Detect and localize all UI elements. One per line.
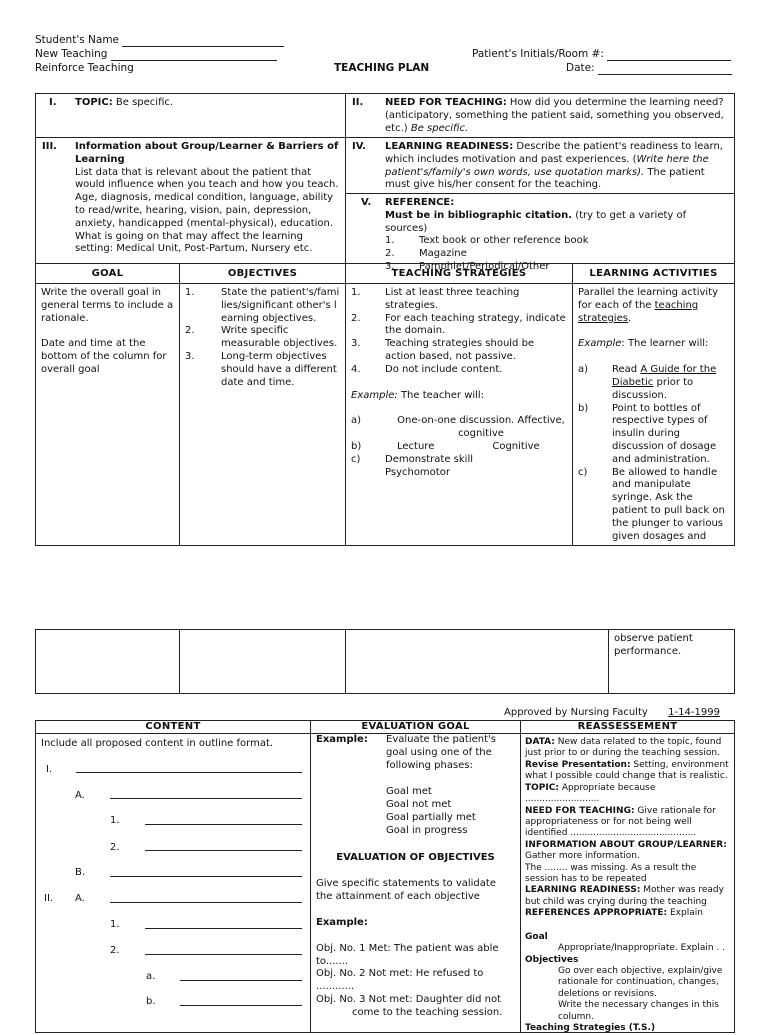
activity-text: .: [627, 312, 632, 324]
reference-num: 1.: [385, 235, 395, 247]
strategy-num: 2.: [351, 312, 361, 324]
group-learner-line: Age, diagnosis, medical condition, language, ability to read/write, hearing, vision, pain, depression, anxiety, handicapped (mental-physical), education.: [75, 192, 334, 229]
strategy-example-item: Lecture: [397, 440, 435, 452]
reassessment-column-header: REASSESSEMENT: [520, 720, 735, 734]
strategy-example-num: b): [351, 440, 362, 452]
date-field[interactable]: [566, 62, 732, 75]
section-num: III.: [42, 141, 57, 152]
outline-b: [146, 996, 156, 1009]
strategy-text: List at least three teaching strategies.: [385, 287, 520, 311]
reference-num: 2.: [385, 248, 395, 260]
outline-marker: I.: [46, 764, 53, 775]
outline-marker: II.: [44, 893, 54, 904]
reference-note: (try to get a variety of sources): [385, 209, 687, 234]
outline-marker: A.: [75, 893, 85, 904]
reference-item: Pamphlet/Periodical/Other: [419, 260, 550, 272]
outline-line[interactable]: [145, 919, 302, 929]
outline-marker: 1.: [110, 815, 120, 826]
patient-initials-label: Patient's Initials/Room #:: [472, 48, 604, 60]
objective-text: Long-term objectives should have a different date and time.: [221, 350, 337, 388]
outline-marker: b.: [146, 996, 156, 1007]
strategy-example-text: The teacher will:: [397, 389, 485, 401]
strategy-example-num: c): [351, 453, 361, 465]
reference-item: Text book or other reference book: [419, 235, 589, 247]
reassess-label: Objectives: [525, 954, 579, 965]
reassess-text: Appropriate because ..........................: [525, 782, 656, 805]
strategies-column-header: TEACHING STRATEGIES: [345, 263, 573, 284]
outline-marker: B.: [75, 867, 86, 878]
section-num: II.: [352, 97, 364, 108]
approved-by: [504, 707, 734, 720]
outline-line[interactable]: [180, 996, 302, 1006]
strategy-num: 3.: [351, 338, 361, 350]
outline-line[interactable]: [110, 893, 302, 903]
reassess-label: TOPIC:: [525, 782, 559, 793]
outline-a: [146, 971, 155, 984]
evaluation-obj: Obj. No. 3 Not met: Daughter did not: [316, 993, 501, 1005]
reference-item: Magazine: [419, 248, 467, 260]
activities-column-header: LEARNING ACTIVITIES: [572, 263, 735, 284]
outline-marker: A.: [75, 790, 85, 801]
outline-marker: a.: [146, 971, 156, 982]
need-italic: Be specific.: [410, 122, 469, 134]
goal-phase: Goal met: [386, 786, 432, 798]
strategy-example-num: a): [351, 415, 362, 427]
reassess-text: Go over each objective, explain/give rationale for continuation, changes, deletions or revisions.: [558, 966, 723, 999]
section-group-learner: [35, 137, 346, 264]
goal-text: Date and time at the bottom of the column for overall goal: [41, 338, 167, 375]
outline-line[interactable]: [110, 789, 302, 799]
content-column-header: CONTENT: [35, 720, 311, 734]
objective-text: State the patient's/families/significant other's learning objectives.: [221, 287, 340, 324]
evaluation-obj: come to the teaching session.: [352, 1006, 503, 1018]
strategies-continuation: [345, 629, 609, 694]
outline-marker: 1.: [110, 919, 120, 930]
outline-IIA: [75, 893, 85, 906]
reassess-label: INFORMATION ABOUT GROUP/LEARNER:: [525, 839, 727, 850]
goal-column-header: GOAL: [35, 263, 180, 284]
outline-I: [46, 764, 52, 777]
outline-line[interactable]: [110, 867, 302, 877]
evaluation-example-text: Evaluate the patient's goal using one of the following phases:: [386, 734, 496, 771]
approved-date: 1-14-1999: [668, 707, 720, 718]
reassess-label: Teaching Strategies (T.S.): [525, 1023, 656, 1034]
need-text: How did you determine the learning need? (anticipatory, something the patient said, something you observed, etc.): [385, 97, 724, 134]
activities-continuation: [608, 629, 735, 694]
reassess-text: Explain: [667, 908, 703, 919]
reassess-text: Write the necessary changes in this column.: [558, 1000, 719, 1022]
activity-book-title: A Guide for the Diabetic: [612, 364, 717, 388]
reassess-text: Setting, environment what I possible could change that is realistic.: [525, 759, 729, 782]
outline-2: [110, 842, 120, 855]
strategies-column: [345, 283, 573, 546]
strategy-text: Do not include content.: [385, 363, 503, 375]
reassess-text: New data related to the topic, found just prior to or during the teaching session.: [525, 737, 722, 759]
topic-label: TOPIC:: [75, 97, 113, 108]
outline-marker: 2.: [110, 842, 120, 853]
evaluation-example-label: Example:: [316, 734, 368, 745]
section-need-for-teaching: [345, 93, 735, 138]
topic-text: Be specific.: [112, 97, 174, 108]
evaluation-obj: Obj. No. 1 Met: The patient was able to.......: [316, 942, 499, 967]
section-reference: [345, 193, 735, 272]
reference-must: Must be in bibliographic citation.: [385, 209, 573, 221]
activity-text: Read: [612, 364, 641, 376]
goal-phase: Goal in progress: [386, 824, 468, 836]
evaluation-objectives-text: Give specific statements to validate the attainment of each objective: [316, 878, 496, 903]
strategy-num: 4.: [351, 363, 361, 375]
activity-text: Be allowed to handle and manipulate syringe. Ask the patient to pull back on the plunger to various given dosages and: [612, 466, 725, 542]
objective-num: 3.: [185, 350, 195, 362]
objective-num: 1.: [185, 287, 195, 298]
readiness-text2: The patient must give his/her consent for the teaching.: [385, 166, 705, 191]
strategy-text: For each teaching strategy, indicate the domain.: [385, 312, 566, 337]
goal-column: [35, 283, 180, 546]
student-name-field[interactable]: [35, 34, 284, 47]
outline-line[interactable]: [76, 763, 302, 773]
section-num: V.: [361, 197, 372, 208]
strategy-example-domain: Cognitive: [492, 440, 540, 452]
objective-num: 2.: [185, 325, 195, 337]
goal-continuation: [35, 629, 180, 694]
goal-text: Write the overall goal in general terms to include a rationale.: [41, 287, 174, 324]
activity-text: Point to bottles of respective types of insulin during discussion of dosage and administration.: [612, 402, 717, 465]
group-learner-label: Information about Group/Learner & Barriers of Learning: [75, 141, 339, 165]
content-intro: Include all proposed content in outline format.: [41, 738, 274, 749]
reinforce-teaching-label: Reinforce Teaching: [35, 62, 134, 74]
evaluation-obj: Obj. No. 2 Not met: He refused to ............: [316, 968, 484, 993]
reassessment-column: [520, 733, 735, 1033]
section-num: I.: [49, 97, 57, 108]
objectives-column-header: OBJECTIVES: [179, 263, 346, 284]
date-label: Date:: [566, 62, 595, 74]
group-learner-line: What is going on that may affect the learning setting: Medical Unit, Post-Partum, Nursery etc.: [75, 230, 313, 255]
new-teaching-line: [111, 50, 277, 61]
content-column: [35, 733, 311, 1033]
reassess-label: NEED FOR TEACHING:: [525, 805, 635, 816]
goal-phase: Goal not met: [386, 799, 452, 811]
activity-text: Parallel the learning activity for each of the: [578, 287, 719, 311]
patient-initials-field[interactable]: [472, 48, 731, 61]
outline-line[interactable]: [145, 815, 302, 825]
evaluation-objectives-heading: EVALUATION OF OBJECTIVES: [336, 851, 495, 863]
activity-num: c): [578, 466, 588, 478]
section-topic: [35, 93, 346, 138]
outline-B: [75, 867, 85, 880]
strategy-num: 1.: [351, 287, 361, 298]
section-num: IV.: [352, 141, 366, 152]
activity-continuation-text: observe patient performance.: [614, 633, 693, 657]
new-teaching-label: New Teaching: [35, 48, 108, 60]
reassess-text: Gather more information.: [525, 851, 640, 862]
reassess-text: Appropriate/Inappropriate. Explain . .: [558, 943, 726, 954]
outline-1: [110, 815, 120, 828]
outline-A: [75, 790, 85, 803]
reassess-label: Revise Presentation:: [525, 759, 631, 770]
strategy-example-item: One-on-one discussion. Affective, cognitive: [397, 415, 565, 440]
evaluation-column-header: EVALUATION GOAL: [310, 720, 521, 734]
reference-num: 3.: [385, 260, 395, 272]
activity-text: prior to discussion.: [612, 376, 694, 401]
evaluation-example2-label: Example:: [316, 916, 368, 928]
outline-II: [44, 893, 53, 906]
reassess-label: REFERENCES APPROPRIATE:: [525, 908, 668, 919]
reference-label: REFERENCE:: [385, 197, 455, 208]
outline-1b: [110, 919, 120, 932]
activity-example-label: Example: [578, 338, 622, 350]
strategy-example-label: Example:: [351, 389, 398, 401]
section-learning-readiness: [345, 137, 735, 194]
activity-underline: teaching strategies: [578, 299, 699, 324]
page-title: TEACHING PLAN: [334, 62, 430, 74]
group-learner-line: List data that is relevant about the patient that would influence when you teach and how you teach.: [75, 166, 339, 191]
need-label: NEED FOR TEACHING:: [385, 97, 507, 108]
activity-num: a): [578, 364, 589, 376]
student-name-line: [122, 36, 284, 47]
readiness-label: LEARNING READINESS:: [385, 141, 514, 152]
strategy-example-item: Demonstrate skill: [385, 453, 474, 465]
readiness-italic: Write here the patient's/family's own words, use quotation marks).: [385, 153, 709, 178]
strategy-example-domain: Psychomotor: [385, 466, 450, 478]
evaluation-column: [310, 733, 521, 1033]
activities-column: [572, 283, 735, 546]
objectives-column: [179, 283, 346, 546]
reassess-text: Mother was ready but child was crying during the teaching: [525, 885, 724, 907]
approved-label: Approved by Nursing Faculty: [504, 707, 648, 718]
strategy-text: Teaching strategies should be action based, not passive.: [385, 338, 535, 362]
date-line: [598, 64, 732, 75]
outline-line[interactable]: [145, 945, 302, 955]
reassess-text: Give rationale for appropriateness or for not being well identified ............................................: [525, 805, 716, 839]
new-teaching-field[interactable]: [35, 48, 277, 61]
objectives-continuation: [179, 629, 346, 694]
reassess-text: The ........ was missing. As a result the session has to be repeated: [525, 862, 697, 885]
objective-text: Write specific measurable objectives.: [221, 325, 338, 350]
outline-marker: 2.: [110, 945, 120, 956]
reassess-label: LEARNING READINESS:: [525, 885, 641, 896]
outline-line[interactable]: [145, 841, 302, 851]
activity-num: b): [578, 402, 589, 414]
student-name-label: Student's Name: [35, 34, 120, 46]
outline-2b: [110, 945, 120, 958]
goal-phase: Goal partially met: [386, 811, 476, 823]
activity-example-text: : The learner will:: [621, 338, 709, 350]
outline-line[interactable]: [180, 971, 302, 981]
reassess-label: DATA:: [525, 737, 555, 747]
patient-initials-line: [607, 50, 731, 61]
readiness-text: Describe the patient's readiness to learn, which includes motivation and past experiences. (: [385, 141, 723, 165]
reassess-label: Goal: [525, 931, 548, 942]
